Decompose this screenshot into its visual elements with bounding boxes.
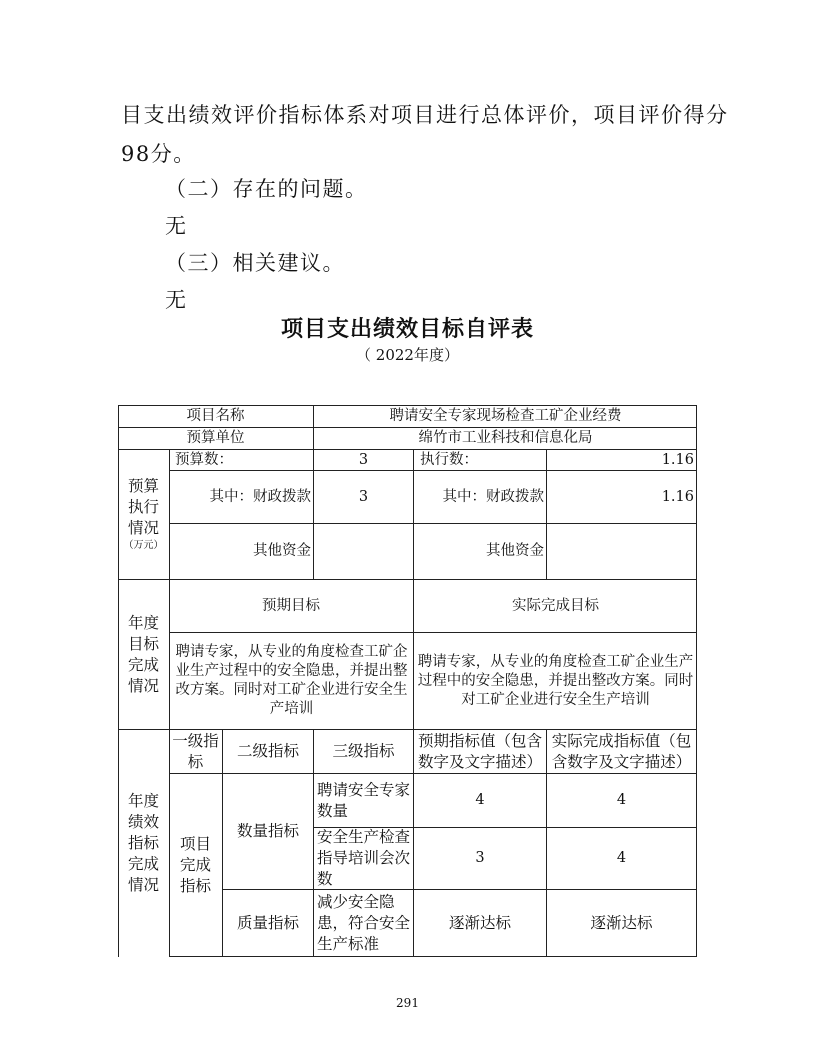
paragraph-evaluation: 目支出绩效评价指标体系对项目进行总体评价，项目评价得分 — [121, 103, 729, 127]
annual-goal-label-line: 完成 — [127, 655, 159, 674]
level2-quantity: 数量指标 — [236, 822, 299, 840]
row2-actual: 4 — [616, 850, 627, 866]
expected-goal-text: 聘请专家，从专业的角度检查工矿企业生产过程中的安全隐患，并提出整改方案。同时对工矿企业进行安全生产培训 — [175, 644, 408, 717]
page-number: 291 — [396, 996, 419, 1010]
annual-goal-label-line: 情况 — [127, 676, 159, 695]
self-evaluation-table — [118, 405, 697, 957]
section-heading-problems: （二）存在的问题。 — [165, 177, 368, 201]
row3-level3: 减少安全隐患，符合安全生产标准 — [317, 892, 411, 953]
budget-unit-value: 绵竹市工业科技和信息化局 — [418, 430, 593, 446]
actual-value-header: 实际完成指标值（包含数字及文字描述） — [551, 731, 692, 771]
budget-exec-label-line: 执行 — [127, 498, 159, 516]
row3-actual: 逐渐达标 — [590, 913, 653, 932]
budget-exec-label-line: 情况 — [127, 519, 159, 537]
paragraph-problems-none: 无 — [165, 214, 188, 238]
fiscal-budget-label: 其中：财政拨款 — [209, 488, 311, 505]
annual-goal-label — [118, 579, 169, 730]
table-title: 项目支出绩效目标自评表 — [280, 317, 534, 342]
budget-exec-label-line: 预算 — [127, 477, 159, 495]
level3-header: 三级指标 — [332, 742, 395, 760]
performance-label-line: 绩效 — [127, 812, 159, 831]
fiscal-budget-value: 3 — [358, 488, 369, 505]
performance-label-line: 年度 — [127, 791, 159, 810]
annual-goal-label-line: 年度 — [127, 613, 159, 632]
level2-quality: 质量指标 — [236, 913, 299, 932]
row3-expected: 逐渐达标 — [448, 913, 511, 932]
exec-amount-value: 1.16 — [661, 451, 694, 468]
budget-exec-unit: （万元） — [123, 540, 164, 551]
actual-goal-text: 聘请专家，从专业的角度检查工矿企业生产过程中的安全隐患，并提出整改方案。同时对工矿企业进行安全生产培训 — [417, 653, 694, 708]
expected-goal-header: 预期目标 — [262, 597, 320, 614]
annual-goal-label-line: 目标 — [127, 634, 159, 653]
exec-amount-label: 执行数： — [420, 451, 478, 468]
performance-label-line: 完成 — [127, 854, 159, 873]
expected-value-header: 预期指标值（包含数字及文字描述） — [417, 731, 542, 771]
project-name-label: 项目名称 — [186, 408, 245, 424]
project-name-value: 聘请安全专家现场检查工矿企业经费 — [389, 408, 622, 424]
section-heading-suggestions: （三）相关建议。 — [165, 251, 345, 275]
paragraph-suggestions-none: 无 — [165, 288, 188, 312]
level2-header: 二级指标 — [236, 742, 299, 760]
other-funds-label: 其他资金 — [253, 543, 311, 559]
row1-level3: 聘请安全专家数量 — [317, 780, 411, 820]
row2-expected: 3 — [475, 850, 485, 866]
table-year: （ 2022年度） — [356, 346, 459, 364]
paragraph-score: 98分。 — [121, 142, 196, 166]
budget-execution-label — [118, 449, 169, 580]
performance-label — [118, 729, 169, 957]
other-funds-label-exec: 其他资金 — [486, 543, 544, 559]
budget-amount-value: 3 — [358, 451, 369, 468]
level1-project-completion: 项目完成指标 — [179, 834, 211, 895]
row1-expected: 4 — [475, 792, 485, 808]
budget-amount-label: 预算数： — [175, 451, 233, 468]
performance-label-line: 指标 — [127, 833, 159, 852]
fiscal-exec-label: 其中：财政拨款 — [442, 488, 544, 505]
row1-actual: 4 — [616, 792, 627, 808]
fiscal-exec-value: 1.16 — [661, 488, 694, 505]
level1-header: 一级指标 — [172, 731, 219, 771]
row2-level3: 安全生产检查指导培训会次数 — [317, 828, 411, 888]
actual-goal-header: 实际完成目标 — [512, 597, 599, 614]
performance-label-line: 情况 — [127, 875, 159, 894]
budget-unit-label: 预算单位 — [186, 430, 245, 446]
